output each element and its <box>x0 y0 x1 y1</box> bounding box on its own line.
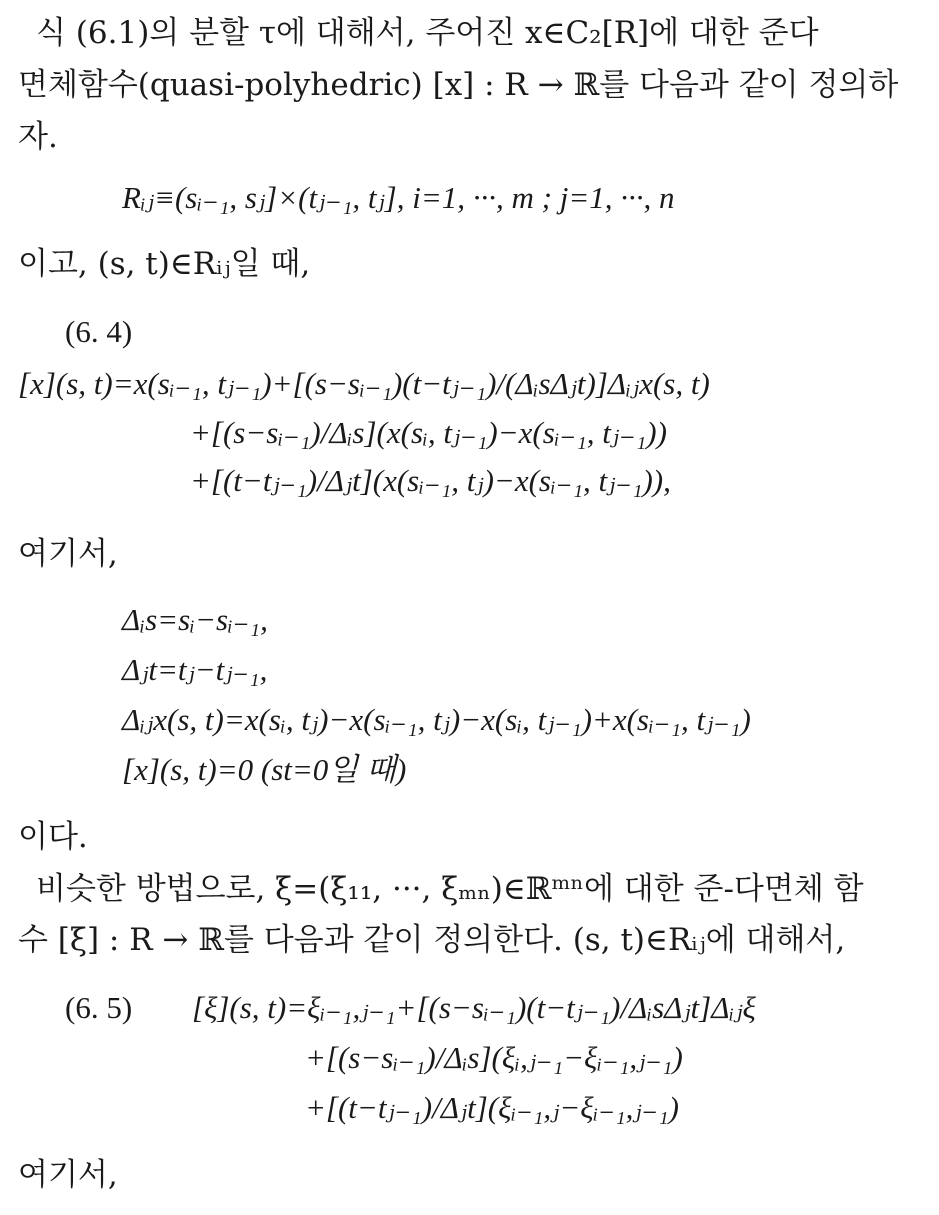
paragraph-1-line-3-text: 자. <box>18 119 58 155</box>
ida-text: 이다. <box>18 819 88 855</box>
where-label-1-text: 여기서, <box>18 536 118 572</box>
equation-6-4-label-text: (6. 4) <box>65 314 133 349</box>
paragraph-1-line-3 <box>18 117 58 157</box>
definition-delta-ij-x <box>122 700 751 740</box>
definition-delta-i-s <box>122 600 268 640</box>
equation-6-4-line-1 <box>18 364 710 404</box>
paragraph-2-line-1-text: 비슷한 방법으로, ξ=(ξ₁₁, ···, ξₘₙ)∈ℝᵐⁿ에 대한 준-다면체 함 <box>36 871 864 907</box>
equation-6-4-line-1-text: [x](s, t)=x(sᵢ₋₁, tⱼ₋₁)+[(s−sᵢ₋₁)(t−tⱼ₋₁)/(ΔᵢsΔⱼt)]Δᵢⱼx(s, t) <box>18 366 710 401</box>
condition-line <box>18 244 310 284</box>
definition-x-zero-text: [x](s, t)=0 (st=0일 때) <box>122 752 407 787</box>
paragraph-1-line-2 <box>18 65 898 105</box>
paragraph-2-line-2-text: 수 [ξ] : R → ℝ를 다음과 같이 정의한다. (s, t)∈Rᵢⱼ에 대해서, <box>18 922 846 958</box>
definition-delta-j-t <box>122 650 267 690</box>
equation-6-5-line-2 <box>305 1038 683 1078</box>
paragraph-1-line-1 <box>36 13 819 53</box>
paragraph-1-line-1-text: 식 (6.1)의 분할 τ에 대해서, 주어진 x∈C₂[R]에 대한 준다 <box>36 15 819 51</box>
equation-6-4-label <box>65 312 132 352</box>
equation-6-4-line-2-text: +[(s−sᵢ₋₁)/Δᵢs](x(sᵢ, tⱼ₋₁)−x(sᵢ₋₁, tⱼ₋₁)) <box>190 415 667 450</box>
paragraph-1-line-2-text: 면체함수(quasi-polyhedric) [x] : R → ℝ를 다음과 같이 정의하 <box>18 67 899 103</box>
equation-6-4-line-3-text: +[(t−tⱼ₋₁)/Δⱼt](x(sᵢ₋₁, tⱼ)−x(sᵢ₋₁, tⱼ₋₁)), <box>190 463 671 498</box>
where-label-2-text: 여기서, <box>18 1157 118 1193</box>
paragraph-2-line-2 <box>18 920 845 960</box>
definition-x-zero <box>122 750 406 790</box>
ida-line <box>18 817 88 857</box>
definition-rij <box>122 178 675 218</box>
definition-delta-i-s-text: Δᵢs=sᵢ−sᵢ₋₁, <box>122 602 268 637</box>
equation-6-4-line-2 <box>190 413 667 453</box>
equation-6-5-line-3 <box>305 1088 679 1128</box>
equation-6-5-line-2-text: +[(s−sᵢ₋₁)/Δᵢs](ξᵢ,ⱼ₋₁−ξᵢ₋₁,ⱼ₋₁) <box>305 1040 683 1075</box>
where-label-2 <box>18 1155 118 1195</box>
equation-6-5-line-3-text: +[(t−tⱼ₋₁)/Δⱼt](ξᵢ₋₁,ⱼ−ξᵢ₋₁,ⱼ₋₁) <box>305 1090 679 1125</box>
equation-6-4-line-3 <box>190 461 671 501</box>
equation-6-5-line-1-text: [ξ](s, t)=ξᵢ₋₁,ⱼ₋₁+[(s−sᵢ₋₁)(t−tⱼ₋₁)/ΔᵢsΔⱼt]Δᵢⱼξ <box>192 990 756 1025</box>
definition-rij-text: Rᵢⱼ≡(sᵢ₋₁, sⱼ]×(tⱼ₋₁, tⱼ], i=1, ···, m ; j=1, ···, n <box>122 180 675 215</box>
definition-delta-j-t-text: Δⱼt=tⱼ−tⱼ₋₁, <box>122 652 268 687</box>
condition-line-text: 이고, (s, t)∈Rᵢⱼ일 때, <box>18 246 311 282</box>
equation-6-5-label-text: (6. 5) <box>65 990 133 1025</box>
definition-delta-ij-x-text: Δᵢⱼx(s, t)=x(sᵢ, tⱼ)−x(sᵢ₋₁, tⱼ)−x(sᵢ, tⱼ₋₁)+x(sᵢ₋₁, tⱼ₋₁) <box>122 702 751 737</box>
equation-6-5-line-1 <box>192 988 756 1028</box>
equation-6-5-label <box>65 988 132 1028</box>
paragraph-2-line-1 <box>36 869 864 909</box>
where-label-1 <box>18 534 118 574</box>
